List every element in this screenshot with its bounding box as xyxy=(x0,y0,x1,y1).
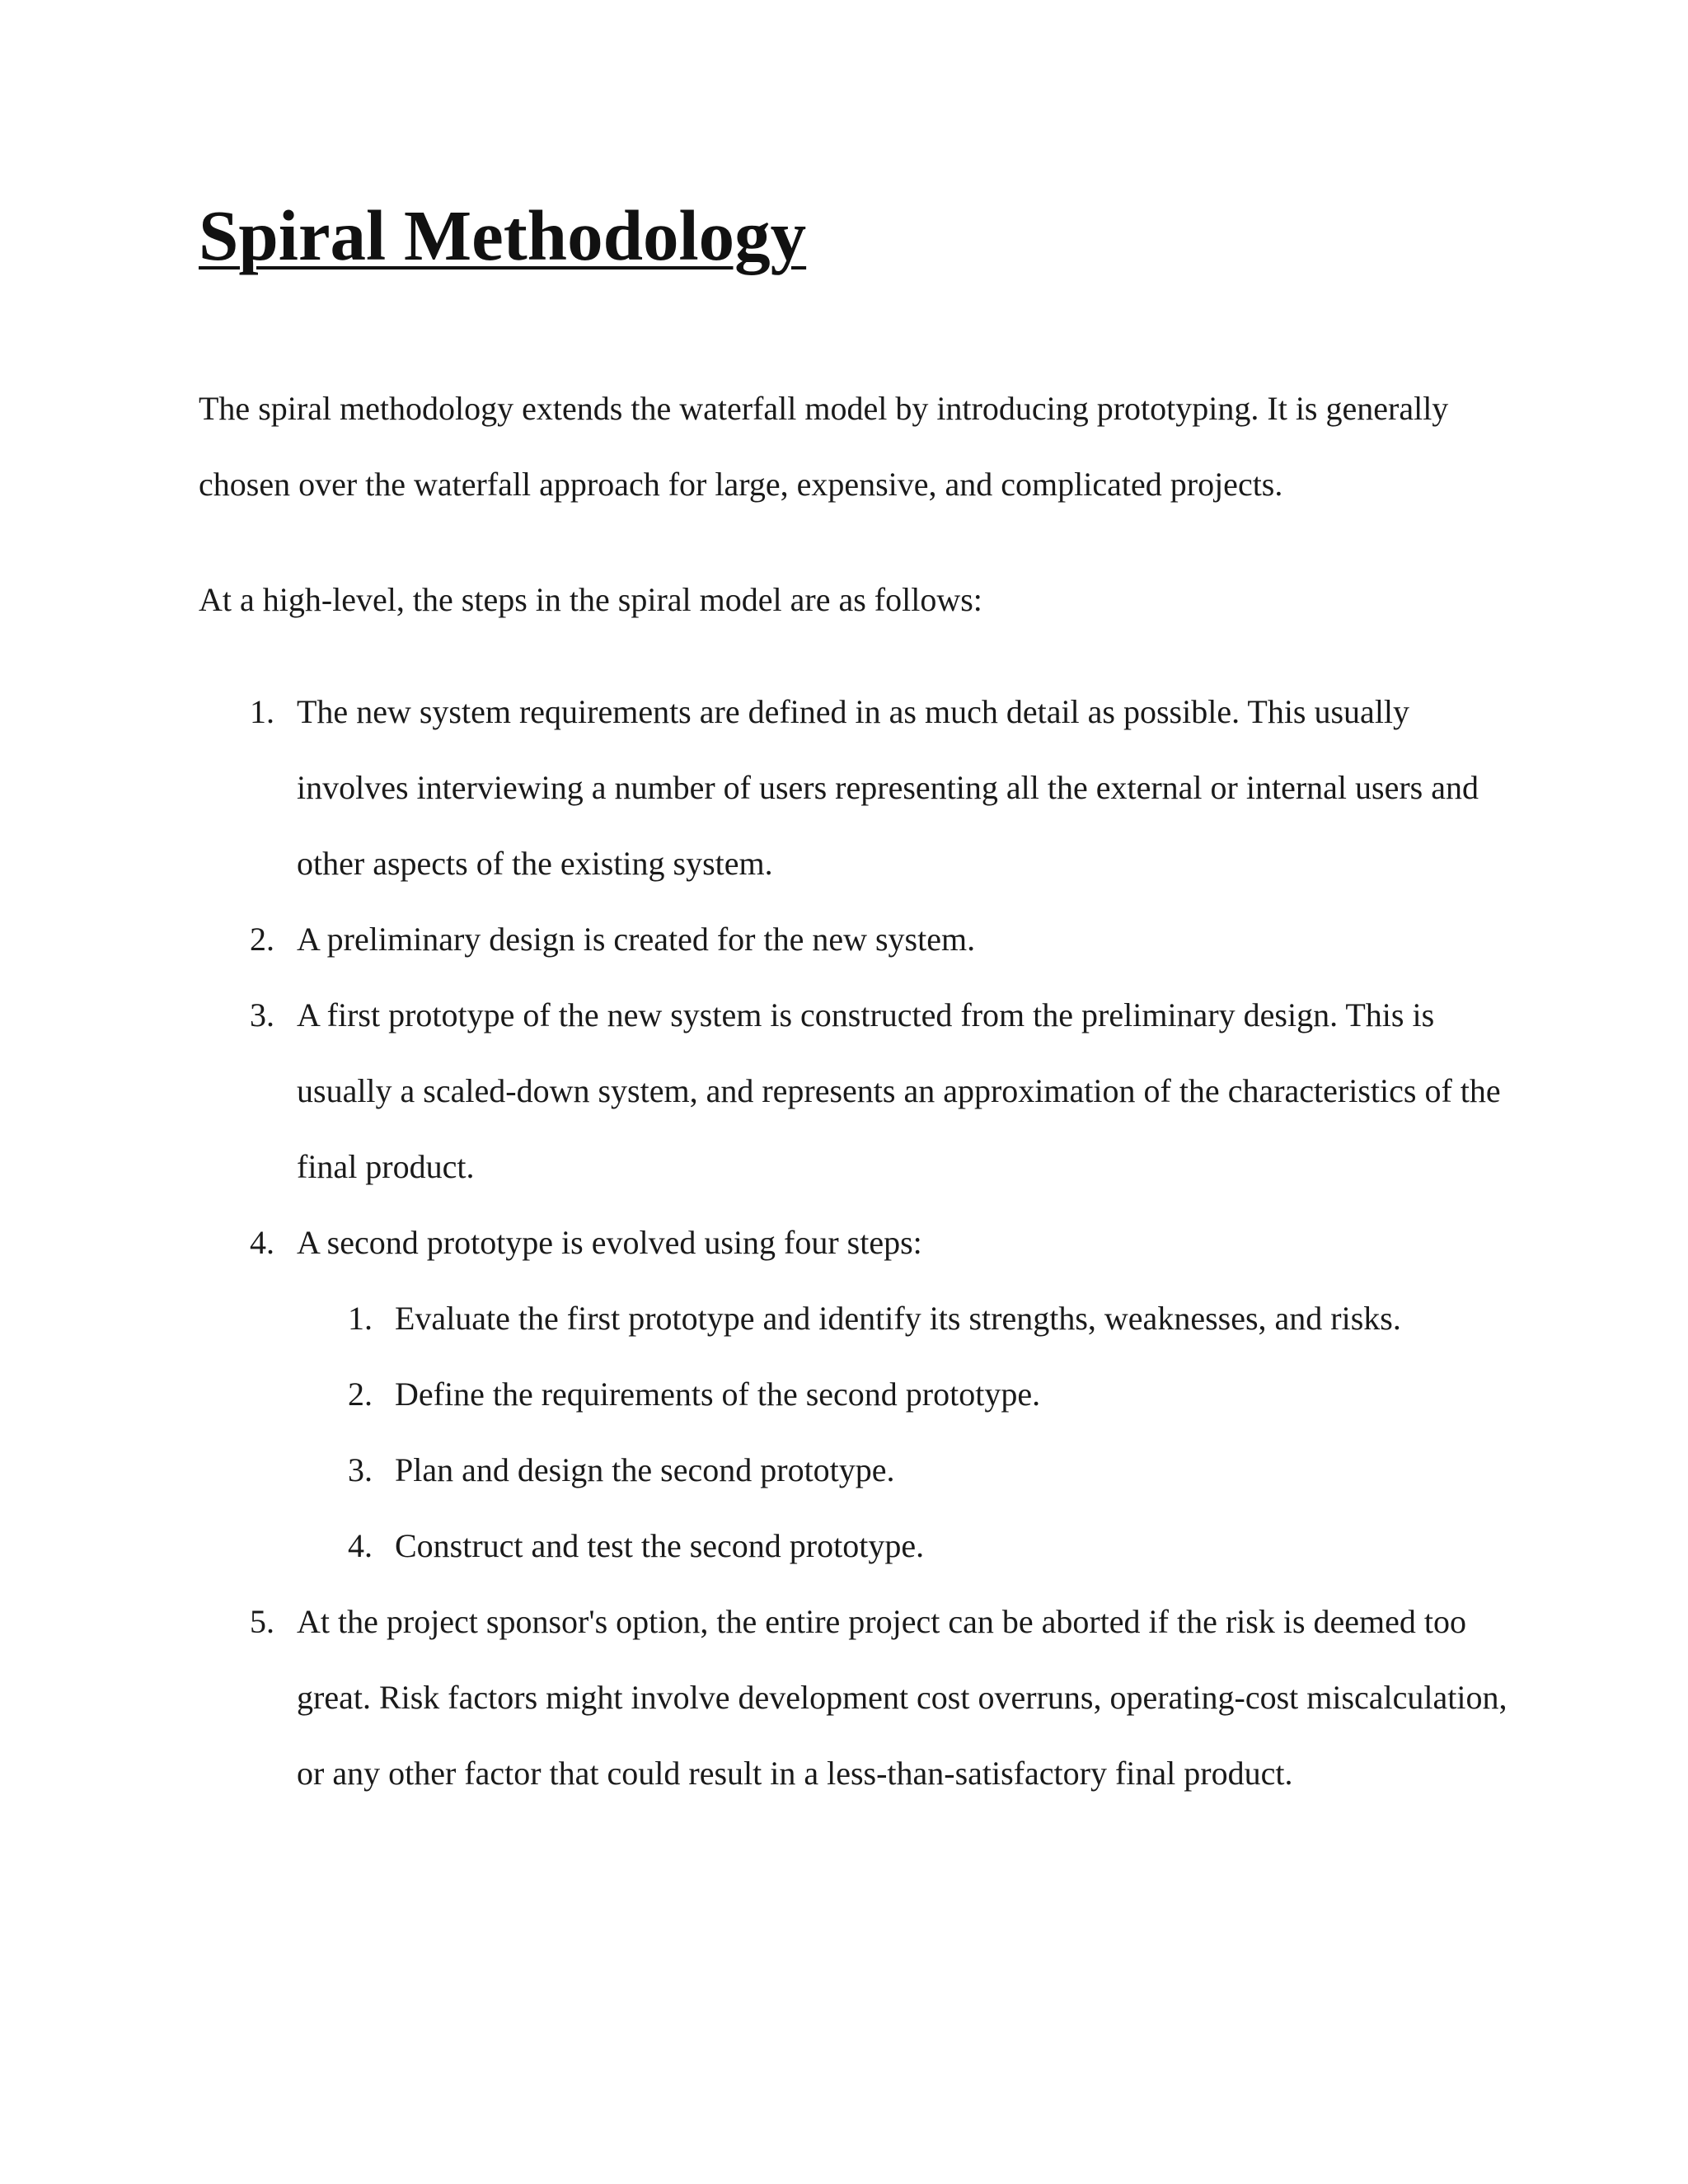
intro-paragraph: The spiral methodology extends the waterfall model by introducing prototyping. It is generally chosen over the waterfall approach for large, expensive, and complicated projects. xyxy=(199,390,1449,503)
steps-list xyxy=(199,674,1517,1811)
list-item-text: A preliminary design is created for the new system. xyxy=(297,921,976,958)
sublist-item xyxy=(297,1281,1517,1357)
sublist-number: 2. xyxy=(348,1376,373,1413)
list-number: 3. xyxy=(250,996,274,1033)
list-item xyxy=(199,1205,1517,1584)
list-item xyxy=(199,902,1517,977)
sublist-item-text: Evaluate the first prototype and identify its strengths, weaknesses, and risks. xyxy=(395,1300,1401,1337)
substeps-list xyxy=(297,1281,1517,1584)
list-item-text: A second prototype is evolved using four steps: xyxy=(297,1224,922,1261)
list-number: 4. xyxy=(250,1224,274,1261)
list-item-text: A first prototype of the new system is constructed from the preliminary design. This is usually a scaled-down system, and represents an approximation of the characteristics of the final product. xyxy=(297,996,1501,1185)
list-number: 2. xyxy=(250,921,274,958)
sublist-number: 1. xyxy=(348,1300,373,1337)
sublist-item-text: Define the requirements of the second prototype. xyxy=(395,1376,1041,1413)
sublist-item xyxy=(297,1508,1517,1584)
list-item xyxy=(199,977,1517,1205)
sublist-number: 3. xyxy=(348,1451,373,1488)
sublist-number: 4. xyxy=(348,1527,373,1564)
sublist-item-text: Plan and design the second prototype. xyxy=(395,1451,895,1488)
list-item-text: The new system requirements are defined in as much detail as possible. This usually involves interviewing a number of users representing all the external or internal users and other aspects of the existing system. xyxy=(297,693,1479,882)
list-item xyxy=(199,1584,1517,1811)
sublist-item xyxy=(297,1357,1517,1432)
sublist-item-text: Construct and test the second prototype. xyxy=(395,1527,925,1564)
list-number: 1. xyxy=(250,693,274,730)
sublist-item xyxy=(297,1432,1517,1508)
page-title: Spiral Methodology xyxy=(199,195,807,275)
lead-paragraph: At a high-level, the steps in the spiral model are as follows: xyxy=(199,581,982,618)
list-number: 5. xyxy=(250,1603,274,1640)
list-item-text: At the project sponsor's option, the entire project can be aborted if the risk is deemed too great. Risk factors might involve development cost overruns, operating-cost miscalculation, or any other factor that could result in a less-than-satisfactory final product. xyxy=(297,1603,1507,1792)
list-item xyxy=(199,674,1517,902)
